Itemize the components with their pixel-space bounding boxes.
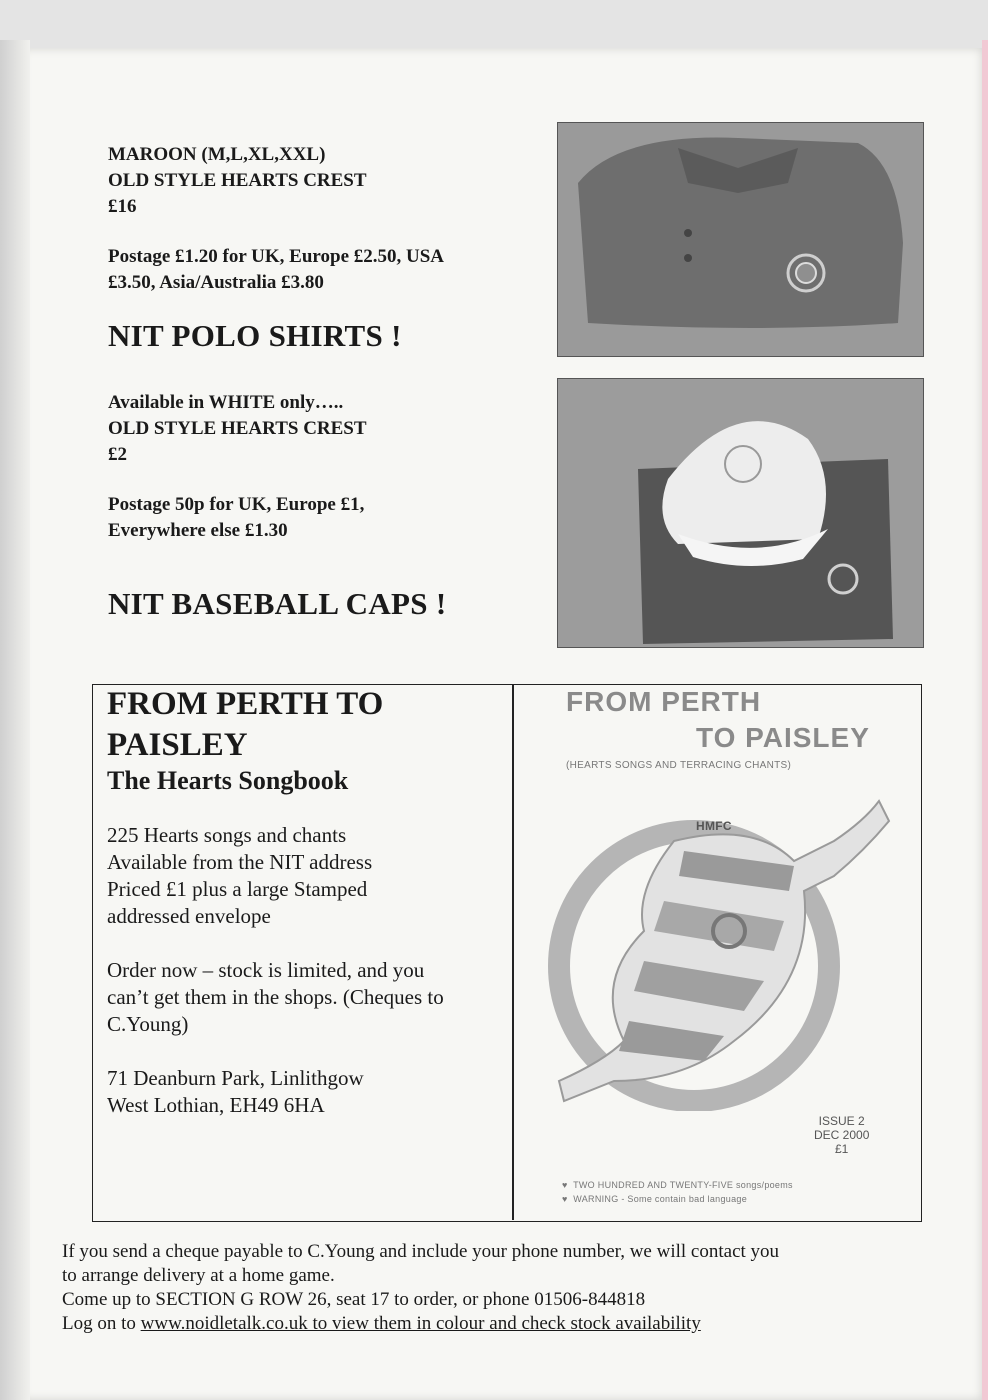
baseball-caps-heading: NIT BASEBALL CAPS ! [108,586,447,621]
order-note-line: can’t get them in the shops. (Cheques to [107,985,444,1009]
songbook-title-line2: PAISLEY [107,727,248,763]
shirt-ad-text [108,142,444,296]
cover-bullet-warning-text: WARNING - Some contain bad language [573,1194,747,1204]
scarf-club-text: HMFC [696,819,732,833]
songbook-detail-line: addressed envelope [107,904,271,928]
page-edge [982,40,988,1400]
cover-subtitle: (HEARTS SONGS AND TERRACING CHANTS) [566,760,792,771]
footer-text [62,1240,962,1336]
shirt-postage-line1: Postage £1.20 for UK, Europe £2.50, USA [108,246,445,267]
cover-issue: ISSUE 2 [818,1114,865,1128]
shirt-crest-note: OLD STYLE HEARTS CREST [108,170,367,191]
cap-ad-text [108,390,367,544]
songbook-order-note [107,957,507,1038]
songbook-subtitle: The Hearts Songbook [107,766,349,795]
songbook-detail-line: 225 Hearts songs and chants [107,823,347,847]
cap-postage-line2: Everywhere else £1.30 [108,520,288,541]
footer-line3: Come up to SECTION G ROW 26, seat 17 to order, or phone 01506-844818 [62,1289,646,1310]
cover-bullet-songs: ♥ TWO HUNDRED AND TWENTY-FIVE songs/poems [562,1180,793,1190]
cap-postage-line1: Postage 50p for UK, Europe £1, [108,494,365,515]
shirt-postage-line2: £3.50, Asia/Australia £3.80 [108,272,324,293]
songbook-text [107,684,507,1119]
cap-price: £2 [108,444,127,465]
order-note-line: Order now – stock is limited, and you [107,958,425,982]
footer-line2: to arrange delivery at a home game. [62,1265,335,1286]
footer-log-on: Log on to [62,1313,141,1334]
baseball-cap-photo [557,378,924,648]
website-link[interactable]: www.noidletalk.co.uk to view them in colour and check stock availability [140,1313,701,1334]
cover-title-line2: TO PAISLEY [696,722,870,753]
songbook-detail-line: Priced £1 plus a large Stamped [107,877,368,901]
cover-issue-info [814,1114,869,1156]
songbook-cover [514,686,919,1218]
cover-price: £1 [835,1142,849,1156]
page-spine [0,40,30,1400]
scan-top-edge [0,0,988,48]
order-note-line: C.Young) [107,1012,189,1036]
polo-shirts-heading: NIT POLO SHIRTS ! [108,318,402,353]
songbook-title-line1: FROM PERTH TO [107,686,384,722]
songbook-detail-line: Available from the NIT address [107,850,373,874]
songbook-details [107,822,507,930]
address-line: West Lothian, EH49 6HA [107,1093,325,1117]
footer-line1: If you send a cheque payable to C.Young and include your phone number, we will contact you [62,1241,780,1262]
address-line: 71 Deanburn Park, Linlithgow [107,1066,364,1090]
footer-line4 [62,1312,962,1336]
polo-shirt-photo [557,122,924,357]
cover-date: DEC 2000 [814,1128,870,1142]
shirt-price: £16 [108,196,137,217]
cover-bullet-songs-text: TWO HUNDRED AND TWENTY-FIVE songs/poems [573,1180,793,1190]
polo-shirt-illustration [558,123,923,356]
cap-crest-note: OLD STYLE HEARTS CREST [108,418,367,439]
baseball-cap-illustration [558,379,923,647]
cover-title-line1: FROM PERTH [566,686,762,717]
shirt-colour-sizes: MAROON (M,L,XL,XXL) [108,144,326,165]
cap-availability: Available in WHITE only….. [108,392,344,413]
order-address [107,1065,507,1119]
cover-bullet-warning: ♥ WARNING - Some contain bad language [562,1194,747,1204]
